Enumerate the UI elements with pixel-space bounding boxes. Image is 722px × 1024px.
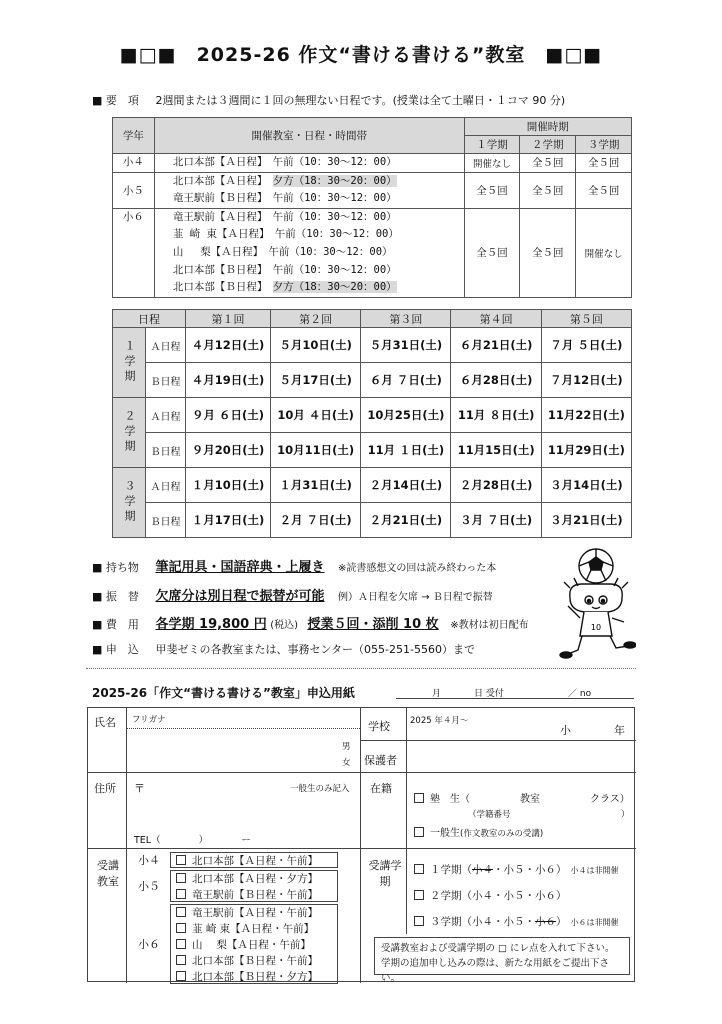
header-venue: 開催教室・日程・時間帯 [154,118,464,154]
checkbox[interactable] [176,855,186,865]
term-label: 受講学期 [368,859,402,888]
header-term-1: １学期 [464,136,520,154]
guardian-label: 保護者 [364,754,397,767]
juku-label: 塾 生（ 教室 クラス） [430,794,630,805]
postal-mark: 〒 [134,782,145,795]
youkou-line [92,92,565,108]
date-cell: 10月11日(土) [271,433,361,468]
date-cell: 11月15日(土) [451,433,541,468]
term-option[interactable] [414,888,571,903]
general-note: (作文教室のみの受講) [460,829,544,839]
slot-venue: 北口本部【Ｂ日程】 [172,263,263,276]
class-option[interactable] [176,853,318,868]
checkbox[interactable] [414,890,424,900]
header-round-5: 第５回 [541,310,631,328]
table-row [113,328,632,363]
term-option-note: 小４は非開催 [570,866,619,875]
page-title: ■□■ 2025-26 作文“書ける書ける”教室 ■□■ [119,44,603,66]
form-footnote [374,937,630,984]
slot-venue: 北口本部【Ａ日程】 [172,156,263,168]
date-cell: ３月21日(土) [541,503,631,538]
receipt-no: ／ no [568,689,592,699]
slot-time: 夕方（18：30〜20：00） [272,174,397,187]
class-option[interactable] [176,937,311,952]
plan-cell: Ａ日程 [146,468,186,503]
class-label: 受講教室 [97,859,119,888]
checkbox[interactable] [176,889,186,899]
note-main: 各学期 19,800 円 [155,617,267,632]
date-cell: ９月20日(土) [186,433,271,468]
guardian-input[interactable] [408,742,634,770]
note-main: 欠席分は別日程で振替が可能 [155,589,325,604]
term-option[interactable] [414,914,619,929]
grade-cell: 小６ [113,208,155,297]
plan-cell: Ｂ日程 [146,503,186,538]
date-cell: ６月21日(土) [451,328,541,363]
term-cell: 開催なし [576,208,632,297]
youkou-text: 2週間または３週間に１回の無理ない日程です。(授業は全て土曜日・１コマ 90 分) [155,94,566,107]
note-main-2: 授業５回・添削 10 枚 [307,617,439,632]
school-elem: 小 [560,724,571,737]
table-row [113,172,632,208]
header-plan: 日程 [113,310,186,328]
table-row [113,398,632,433]
juku-no: （学籍番号 ） [468,810,630,820]
slot-time: 午前（10：30〜12：00） [268,245,393,258]
grade-cell: 小５ [113,172,155,208]
class-option-label: 北口本部【Ａ日程・午前】 [192,855,318,867]
furigana-label: フリガナ [132,715,166,725]
date-cell: ５月17日(土) [271,363,361,398]
school-date: 2025 年４月〜 [410,716,469,726]
date-cell: １月31日(土) [271,468,361,503]
term-option-label: ３学期（小４・小５・ [430,916,535,928]
slot-venue: 北口本部【Ｂ日程】 [172,281,263,294]
term-option-note: 小６は非開催 [570,918,619,927]
note-hiyou [92,613,529,632]
footnote-line-1: 受講教室および受講学期の □ にレ点を入れて下さい。 [381,943,615,954]
slot-time: 午前（10：30〜12：00） [272,263,397,276]
term-option-label: １学期（ [430,864,472,876]
table-row [113,503,632,538]
form-title: 2025-26「作文“書ける書ける”教室」申込用紙 [92,686,355,700]
slot-venue: 山 梨【Ａ日程】 [172,245,258,258]
term-cell: 全５回 [576,154,632,173]
slot-time: 午前（10：30〜12：00） [272,192,397,205]
note-sub: 例）Ａ日程を欠席 → Ｂ日程で振替 [338,592,493,603]
slot-line [173,226,464,244]
checkbox[interactable] [176,923,186,933]
receipt-month: 月 [432,689,442,699]
slot-time: 午前（10：30〜12：00） [272,156,397,168]
slot-line [173,190,464,208]
header-round-2: 第２回 [271,310,361,328]
general-label: 一般生 [430,828,460,839]
term-option-struck: 小６ [535,916,556,928]
male-label[interactable]: 男 [342,742,351,752]
note-furikae [92,585,493,604]
cut-line [86,668,636,669]
class-option-label: 北口本部【Ｂ日程・夕方】 [192,971,318,983]
class-option[interactable] [176,921,314,936]
slot-venue: 北口本部【Ａ日程】 [172,174,263,187]
slot-line [173,209,464,227]
checkbox[interactable] [414,793,424,803]
school-year: 年 [614,724,625,737]
general-option[interactable] [414,824,543,839]
class-option-label: 北口本部【Ａ日程・夕方】 [192,873,318,885]
svg-text:10: 10 [590,623,602,632]
date-cell: ３月 ７日(土) [451,503,541,538]
soccer-kid-illustration [556,546,636,666]
slot-line [173,154,464,172]
term-cell: 全５回 [576,172,632,208]
class-table [112,117,632,298]
term-cell: 全５回 [520,154,576,173]
class-grade-label: 小６ [138,938,160,951]
checkbox[interactable] [176,955,186,965]
term-cell: 全５回 [464,172,520,208]
class-option-label: 北口本部【Ｂ日程・午前】 [192,955,318,967]
date-cell: 11月22日(土) [541,398,631,433]
slot-line [173,262,464,280]
plan-cell: Ａ日程 [146,398,186,433]
school-label: 学校 [368,720,390,733]
term-cell: １学期 [113,328,146,398]
class-option[interactable] [176,871,318,886]
class-option[interactable] [176,905,318,920]
term-option-label: ２学期（小４・小５・小６） [430,890,567,902]
term-cell: 全５回 [520,172,576,208]
term-cell: ２学期 [113,398,146,468]
note-moushikomi [92,641,475,657]
receipt-line [396,686,634,699]
date-cell: ５月31日(土) [361,328,451,363]
date-cell: ５月10日(土) [271,328,361,363]
female-label[interactable]: 女 [342,758,351,768]
date-cell: １月17日(土) [186,503,271,538]
header-round-4: 第４回 [451,310,541,328]
slot-cell [154,172,464,208]
plan-cell: Ａ日程 [146,328,186,363]
term-cell: 全５回 [464,208,520,297]
note-text: 甲斐ゼミの各教室または、事務センター（055-251-5560）まで [155,643,475,656]
term-cell: 全５回 [520,208,576,297]
term-option-struck: 小４ [472,864,493,876]
checkbox[interactable] [176,873,186,883]
slot-line [173,173,464,191]
term-cell: ３学期 [113,468,146,538]
class-grade-label: 小５ [138,880,160,893]
header-term-3: ３学期 [576,136,632,154]
date-cell: ２月21日(土) [361,503,451,538]
checkbox[interactable] [176,939,186,949]
note-sub: ※教材は初日配布 [450,620,529,631]
date-cell: ６月28日(土) [451,363,541,398]
checkbox[interactable] [414,864,424,874]
date-cell: ２月 ７日(土) [271,503,361,538]
application-form [87,707,635,982]
table-row [113,468,632,503]
slot-venue: 竜王駅前【Ａ日程】 [172,210,263,223]
date-cell: 11月29日(土) [541,433,631,468]
checkbox[interactable] [176,971,186,981]
table-row [113,154,632,173]
slot-time: 午前（10：30〜12：00） [274,228,399,241]
checkbox[interactable] [176,907,186,917]
slot-line [173,244,464,262]
schedule-table [112,309,632,538]
date-cell: 11月 ８日(土) [451,398,541,433]
date-cell: ９月 ６日(土) [186,398,271,433]
date-cell: １月10日(土) [186,468,271,503]
class-option-label: 韮 崎 東【Ａ日程・午前】 [192,923,315,935]
term-option-rest: ・小５・小６） [493,864,567,876]
date-cell: ７月12日(土) [541,363,631,398]
class-option-label: 竜王駅前【Ｂ日程・午前】 [192,889,318,901]
class-option[interactable] [176,969,318,984]
table-row [113,363,632,398]
checkbox[interactable] [414,916,424,926]
header-period: 開催時期 [464,118,631,136]
date-cell: ３月14日(土) [541,468,631,503]
slot-line [173,279,464,297]
date-cell: ２月14日(土) [361,468,451,503]
enroll-label: 在籍 [370,782,392,795]
class-option-label: 竜王駅前【Ａ日程・午前】 [192,907,318,919]
note-tax: (税込) [270,620,299,631]
date-cell: 11月 １日(土) [361,433,451,468]
header-term-2: ２学期 [520,136,576,154]
date-cell: ７月 ５日(土) [541,328,631,363]
note-main: 筆記用具・国語辞典・上履き [155,560,325,575]
header-round-3: 第３回 [361,310,451,328]
term-option[interactable] [414,862,619,877]
note-mochimono [92,556,496,575]
table-row [113,208,632,297]
note-label: ■ 持ち物 [92,561,139,574]
slot-venue: 韮 崎 東【Ａ日程】 [172,228,265,241]
tel-field[interactable]: TEL（ ） ー [134,835,251,846]
date-cell: 10月 ４日(土) [271,398,361,433]
note-label: ■ 振 替 [92,590,139,603]
grade-cell: 小４ [113,154,155,173]
class-option-label: 山 梨【Ａ日程・午前】 [192,939,311,951]
date-cell: ２月28日(土) [451,468,541,503]
header-grade: 学年 [113,118,155,154]
address-label: 住所 [94,782,116,795]
juku-option[interactable] [414,790,630,805]
checkbox[interactable] [414,827,424,837]
note-sub: ※読書感想文の回は読み終わった本 [338,563,497,574]
class-option[interactable] [176,887,318,902]
youkou-label: ■ 要 項 [92,94,139,107]
date-cell: ４月19日(土) [186,363,271,398]
name-label: 氏名 [94,716,116,729]
class-grade-label: 小４ [138,854,160,867]
class-option[interactable] [176,953,318,968]
note-label: ■ 費 用 [92,618,139,631]
slot-venue: 竜王駅前【Ｂ日程】 [172,192,263,205]
footnote-line-2: 学期の追加申し込みの際は、新たな用紙をご提出下さい。 [381,958,610,984]
term-cell: 開催なし [464,154,520,173]
header-round-1: 第１回 [186,310,271,328]
term-option-rest: ） [556,916,567,928]
table-row [113,433,632,468]
general-only-note: 一般生のみ記入 [290,784,350,794]
receipt-day: 日 受付 [474,689,504,699]
date-cell: ６月 ７日(土) [361,363,451,398]
note-label: ■ 申 込 [92,643,139,656]
date-cell: ４月12日(土) [186,328,271,363]
plan-cell: Ｂ日程 [146,363,186,398]
slot-time: 午前（10：30〜12：00） [272,210,397,223]
name-input[interactable] [130,729,358,771]
slot-time: 夕方（18：30〜20：00） [272,281,397,294]
date-cell: 10月25日(土) [361,398,451,433]
plan-cell: Ｂ日程 [146,433,186,468]
slot-cell [154,154,464,173]
slot-cell [154,208,464,297]
